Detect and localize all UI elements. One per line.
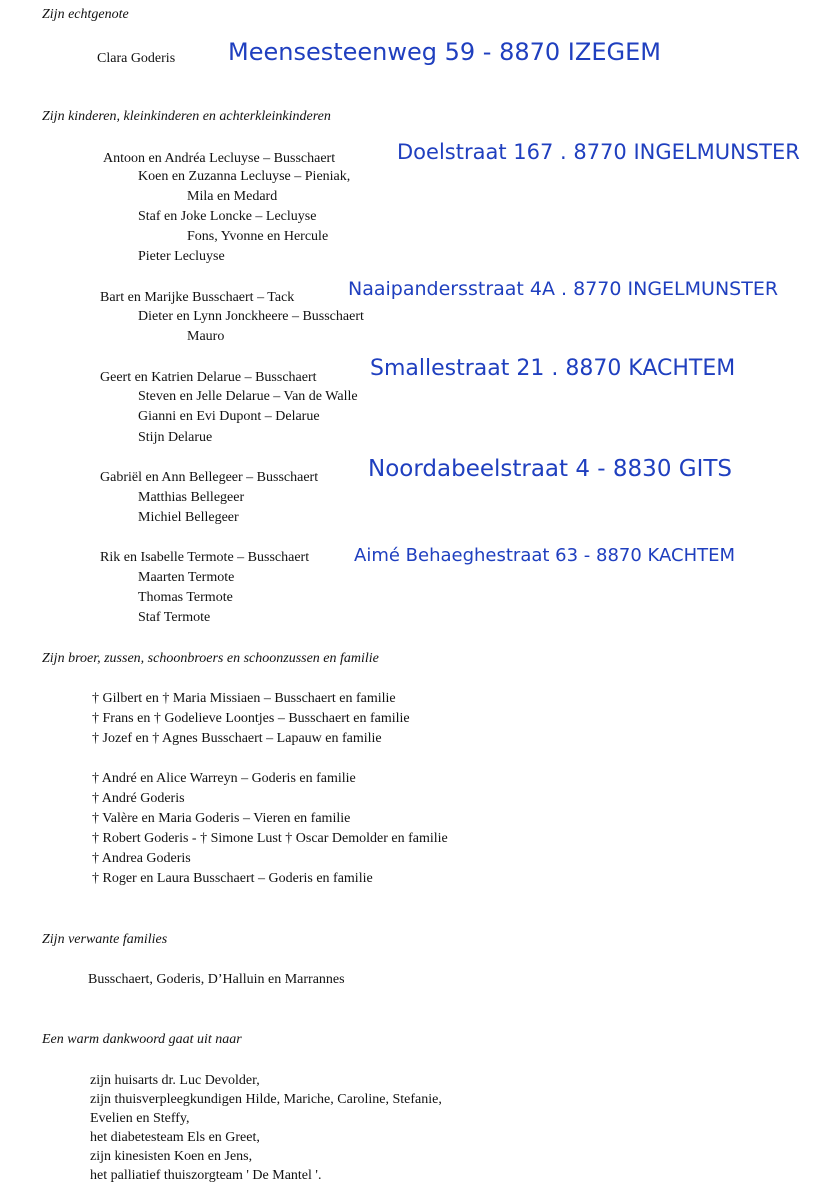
family-head: Gabriël en Ann Bellegeer – Busschaert — [100, 470, 319, 485]
thanks-line: zijn huisarts dr. Luc Devolder, — [90, 1073, 260, 1088]
thanks-line: Evelien en Steffy, — [90, 1111, 190, 1126]
family-line: Staf Termote — [138, 610, 211, 625]
family-line: Stijn Delarue — [138, 430, 213, 445]
family-line: Staf en Joke Loncke – Lecluyse — [138, 209, 317, 224]
family-head: Antoon en Andréa Lecluyse – Busschaert — [103, 151, 336, 166]
family-address-handwritten: Aimé Behaeghestraat 63 - 8870 KACHTEM — [354, 545, 736, 566]
family-head: Bart en Marijke Busschaert – Tack — [100, 290, 295, 305]
family-line: Mila en Medard — [187, 189, 278, 204]
family-line: Steven en Jelle Delarue – Van de Walle — [138, 389, 358, 404]
sibling-line: † Frans en † Godelieve Loontjes – Busschaert en familie — [92, 711, 410, 726]
family-line: Fons, Yvonne en Hercule — [187, 229, 329, 244]
family-line: Mauro — [187, 329, 225, 344]
heading-children: Zijn kinderen, kleinkinderen en achterkleinkinderen — [42, 109, 331, 124]
family-line: Dieter en Lynn Jonckheere – Busschaert — [138, 309, 364, 324]
family-line: Thomas Termote — [138, 590, 233, 605]
heading-related: Zijn verwante families — [42, 932, 168, 947]
sibling-line: † Robert Goderis - † Simone Lust † Oscar Demolder en familie — [92, 831, 448, 846]
thanks-line: zijn thuisverpleegkundigen Hilde, Mariche, Caroline, Stefanie, — [90, 1092, 442, 1107]
family-address-handwritten: Doelstraat 167 . 8770 INGELMUNSTER — [397, 140, 800, 164]
family-head: Rik en Isabelle Termote – Busschaert — [100, 550, 310, 565]
sibling-line: † Roger en Laura Busschaert – Goderis en familie — [92, 871, 373, 886]
sibling-line: † Andrea Goderis — [92, 851, 191, 866]
heading-thanks: Een warm dankwoord gaat uit naar — [42, 1032, 242, 1047]
heading-siblings: Zijn broer, zussen, schoonbroers en schoonzussen en familie — [42, 651, 379, 666]
sibling-line: † Gilbert en † Maria Missiaen – Busschaert en familie — [92, 691, 396, 706]
thanks-line: het diabetesteam Els en Greet, — [90, 1130, 260, 1145]
family-line: Gianni en Evi Dupont – Delarue — [138, 409, 320, 424]
family-line: Michiel Bellegeer — [138, 510, 239, 525]
sibling-line: † André Goderis — [92, 791, 185, 806]
sibling-line: † Jozef en † Agnes Busschaert – Lapauw en familie — [92, 731, 382, 746]
spouse-address-handwritten: Meensesteenweg 59 - 8870 IZEGEM — [228, 38, 661, 66]
family-line: Koen en Zuzanna Lecluyse – Pieniak, — [138, 169, 351, 184]
thanks-line: het palliatief thuiszorgteam ' De Mantel '. — [90, 1168, 322, 1183]
family-address-handwritten: Naaipandersstraat 4A . 8770 INGELMUNSTER — [348, 278, 779, 300]
family-line: Pieter Lecluyse — [138, 249, 225, 264]
family-address-handwritten: Noordabeelstraat 4 - 8830 GITS — [368, 456, 733, 482]
sibling-line: † Valère en Maria Goderis – Vieren en familie — [92, 811, 351, 826]
sibling-line: † André en Alice Warreyn – Goderis en familie — [92, 771, 356, 786]
thanks-line: zijn kinesisten Koen en Jens, — [90, 1149, 253, 1164]
heading-spouse: Zijn echtgenote — [42, 7, 129, 22]
related-families: Busschaert, Goderis, D’Halluin en Marrannes — [88, 972, 345, 987]
family-line: Matthias Bellegeer — [138, 490, 245, 505]
family-address-handwritten: Smallestraat 21 . 8870 KACHTEM — [370, 356, 736, 381]
family-line: Maarten Termote — [138, 570, 235, 585]
spouse-name: Clara Goderis — [97, 51, 176, 66]
family-head: Geert en Katrien Delarue – Busschaert — [100, 370, 317, 385]
